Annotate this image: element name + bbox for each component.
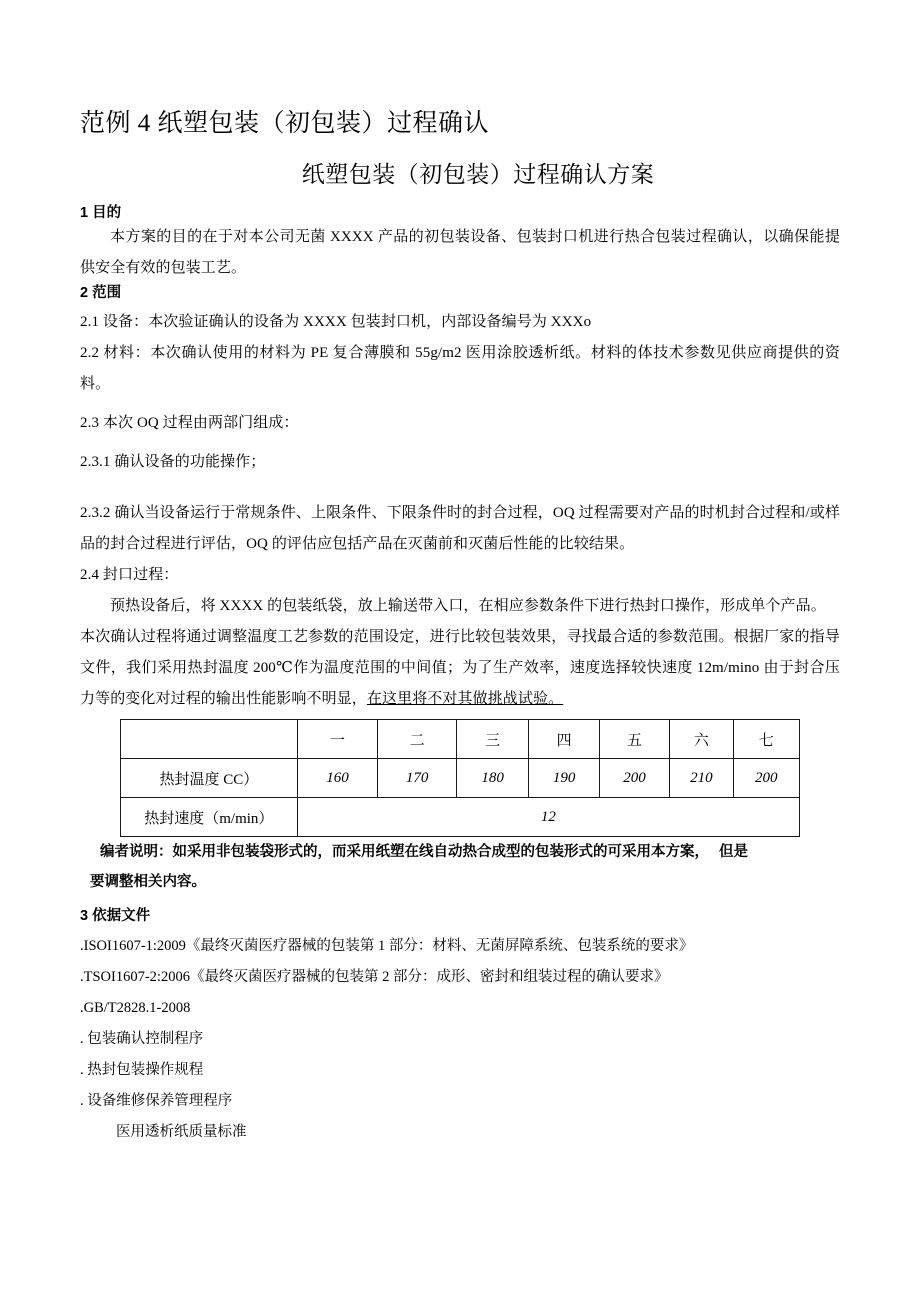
document-subtitle: 纸塑包装（初包装）过程确认方案: [301, 161, 655, 187]
table-row-speed: [121, 798, 800, 837]
editor-note-text-a: 编者说明：如采用非包装袋形式的，而采用纸塑在线自动热合成型的包装形式的可采用本方案，: [100, 844, 709, 861]
table-row-temperature: [121, 759, 800, 798]
temperature-value-4: 190: [529, 759, 599, 798]
row-label-temperature: 热封温度 CC）: [121, 759, 298, 798]
scope-item-oq-function: 2.3.1 确认设备的功能操作；: [80, 454, 266, 471]
purpose-paragraph: 本方案的目的在于对本公司无菌 XXXX 产品的初包装设备、包装封口机进行热合包装过程确认，以确保能提供安全有效的包装工艺。: [80, 229, 840, 277]
document-title: 范例 4 纸塑包装（初包装）过程确认: [80, 110, 490, 137]
temperature-value-7: 200: [733, 759, 799, 798]
reference-item-heat-seal-sop: . 热封包装操作规程: [80, 1061, 204, 1078]
header-cell-blank: [121, 720, 298, 759]
scope-item-oq-overview: 2.3 本次 OQ 过程由两部门组成：: [80, 415, 299, 432]
header-cell-1: 一: [297, 720, 378, 759]
params-table: [120, 719, 800, 837]
table-header-row: [121, 720, 800, 759]
params-table-wrapper: [80, 719, 840, 837]
scope-item-materials: 2.2 材料：本次确认使用的材料为 PE 复合薄膜和 55g/m2 医用涂胶透析纸。材料的体技术参数见供应商提供的资料。: [80, 345, 840, 393]
temperature-value-2: 170: [378, 759, 457, 798]
temperature-value-1: 160: [297, 759, 378, 798]
scope-item-sealing-process: 2.4 封口过程：: [80, 567, 179, 584]
section-heading-purpose: 1 目的: [80, 205, 122, 222]
reference-item-iso1607-2: .TSOI1607-2:2006《最终灭菌医疗器械的包装第 2 部分：成形、密封和组装过程的确认要求》: [80, 968, 669, 985]
reference-item-iso1607-1: .ISOI1607-1:2009《最终灭菌医疗器械的包装第 1 部分：材料、无菌屏障系统、包装系统的要求》: [80, 937, 694, 954]
scope-item-equipment: 2.1 设备：本次验证确认的设备为 XXXX 包装封口机，内部设备编号为 XXXo: [80, 314, 592, 331]
reference-item-dialysis-paper-standard: 医用透析纸质量标准: [116, 1123, 247, 1140]
temperature-value-5: 200: [599, 759, 669, 798]
header-cell-7: 七: [733, 720, 799, 759]
sealing-paragraph-2: [80, 622, 840, 715]
reference-item-gbt2828: .GB/T2828.1-2008: [80, 999, 191, 1016]
header-cell-4: 四: [529, 720, 599, 759]
row-label-speed: 热封速度（m/min）: [121, 798, 298, 837]
header-cell-3: 三: [456, 720, 528, 759]
temperature-value-3: 180: [456, 759, 528, 798]
editor-note-text-b: 但是: [719, 844, 748, 861]
scope-item-oq-sealing: 2.3.2 确认当设备运行于常规条件、上限条件、下限条件时的封合过程，OQ 过程需要对产品的时机封合过程和/或样品的封合过程进行评估，OQ 的评估应包括产品在灭菌前和灭菌后性能的比较结果。: [80, 505, 840, 553]
header-cell-6: 六: [670, 720, 733, 759]
section-heading-references: 3 依据文件: [80, 908, 151, 925]
header-cell-5: 五: [599, 720, 669, 759]
reference-item-packaging-control: . 包装确认控制程序: [80, 1030, 204, 1047]
section-heading-scope: 2 范围: [80, 285, 122, 302]
sealing-paragraph-1: 预热设备后，将 XXXX 的包装纸袋，放上输送带入口，在相应参数条件下进行热封口操作，形成单个产品。: [110, 598, 826, 615]
editor-note-line-1: [80, 837, 840, 867]
editor-note-line-2: 要调整相关内容。: [90, 874, 206, 891]
temperature-value-6: 210: [670, 759, 733, 798]
reference-item-maintenance: . 设备维修保养管理程序: [80, 1092, 233, 1109]
speed-value: 12: [297, 798, 799, 837]
sealing-paragraph-2-plain: 本次确认过程将通过调整温度工艺参数的范围设定，进行比较包装效果，寻找最合适的参数范围。根据厂家的指导文件，我们采用热封温度 200℃作为温度范围的中间值；为了生产效率，速度选择较快速度 12m/mino 由于封合压力等的变化对过程的输出性能影响不明显，: [80, 629, 840, 708]
sealing-paragraph-2-underlined: 在这里将不对其做挑战试验。: [366, 691, 564, 708]
header-cell-2: 二: [378, 720, 457, 759]
